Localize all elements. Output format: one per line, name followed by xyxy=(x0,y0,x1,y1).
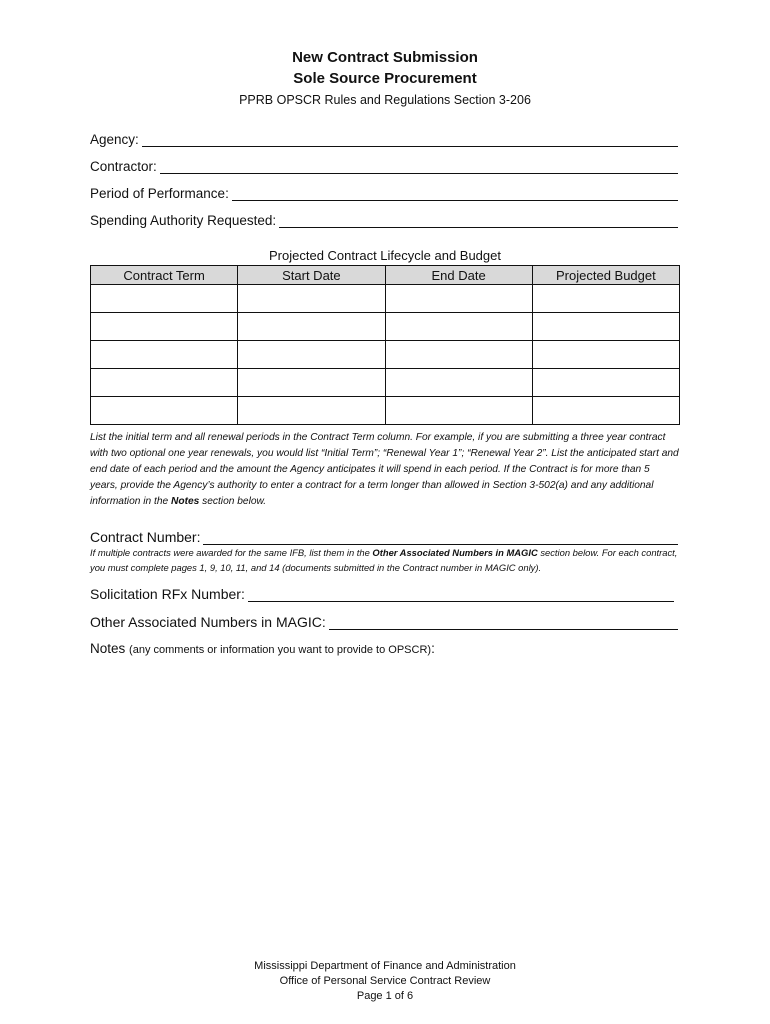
period-input-line[interactable] xyxy=(232,186,678,201)
table-cell[interactable] xyxy=(532,397,679,425)
notes-colon: : xyxy=(431,641,435,656)
col-start-date: Start Date xyxy=(238,266,385,285)
footer-office: Office of Personal Service Contract Review xyxy=(279,975,491,987)
table-cell[interactable] xyxy=(91,285,238,313)
col-end-date: End Date xyxy=(385,266,532,285)
table-row xyxy=(91,313,680,341)
contractor-input-line[interactable] xyxy=(160,159,678,174)
table-row xyxy=(91,285,680,313)
instruction-text-end: section below. For each contract, you must complete pages 1, 9, 10, 11, and 14 (documents submitted in the Contract number in MAGIC only). xyxy=(90,547,678,573)
table-cell[interactable] xyxy=(385,285,532,313)
solicitation-field xyxy=(90,584,674,602)
table-cell[interactable] xyxy=(91,397,238,425)
table-row xyxy=(91,341,680,369)
table-cell[interactable] xyxy=(385,369,532,397)
other-numbers-field xyxy=(90,612,678,630)
instruction-text: If multiple contracts were awarded for the same IFB, list them in the xyxy=(90,547,373,558)
agency-input-line[interactable] xyxy=(142,132,678,147)
page-number: Page 1 of 6 xyxy=(356,990,414,1002)
table-cell[interactable] xyxy=(91,313,238,341)
period-field xyxy=(90,183,678,201)
table-cell[interactable] xyxy=(238,369,385,397)
table-cell[interactable] xyxy=(532,285,679,313)
budget-table xyxy=(90,265,680,425)
contract-number-field xyxy=(90,527,678,545)
footer-department: Mississippi Department of Finance and Administration xyxy=(254,960,516,972)
agency-field xyxy=(90,129,678,147)
agency-label: Agency: xyxy=(90,132,139,147)
table-row xyxy=(91,397,680,425)
table-cell[interactable] xyxy=(238,341,385,369)
table-cell[interactable] xyxy=(385,397,532,425)
notes-label: Notes xyxy=(90,641,126,656)
spending-input-line[interactable] xyxy=(279,213,678,228)
col-projected-budget: Projected Budget xyxy=(532,266,679,285)
form-title: New Contract Submission xyxy=(292,49,478,66)
contract-number-input-line[interactable] xyxy=(203,530,678,545)
contractor-label: Contractor: xyxy=(90,159,157,174)
other-numbers-label: Other Associated Numbers in MAGIC: xyxy=(90,614,326,630)
instruction-text-end: section below. xyxy=(199,496,267,507)
table-row xyxy=(91,369,680,397)
table-cell[interactable] xyxy=(91,341,238,369)
table-header-row xyxy=(91,266,680,285)
contractor-field xyxy=(90,156,678,174)
table-cell[interactable] xyxy=(532,341,679,369)
col-contract-term: Contract Term xyxy=(91,266,238,285)
table-cell[interactable] xyxy=(385,313,532,341)
table-cell[interactable] xyxy=(91,369,238,397)
regulation-reference: PPRB OPSCR Rules and Regulations Section 3-206 xyxy=(239,93,531,107)
notes-heading xyxy=(90,641,435,656)
table-cell[interactable] xyxy=(238,285,385,313)
spending-field xyxy=(90,210,678,228)
contract-term-instructions xyxy=(90,430,680,510)
instruction-text: List the initial term and all renewal periods in the Contract Term column. For example, if you are submitting a three year contract with two optional one year renewals, you would list “Initial Term”; “Renewal Year 1”; “Renewal Year 2”. List the anticipated start and end date of each period and the amount the Agency anticipates it will spend in each period. If the Contract is for more than 5 years, provide the Agency’s authority to enter a contract for a term longer than allowed in Section 3-502(a) and any additional information in the xyxy=(90,432,679,507)
solicitation-label: Solicitation RFx Number: xyxy=(90,586,245,602)
table-cell[interactable] xyxy=(238,313,385,341)
period-label: Period of Performance: xyxy=(90,186,229,201)
multiple-contracts-instructions xyxy=(90,545,680,575)
notes-hint: (any comments or information you want to provide to OPSCR) xyxy=(129,644,432,656)
solicitation-input-line[interactable] xyxy=(248,587,674,602)
form-subtitle-bold: Sole Source Procurement xyxy=(293,70,477,87)
contract-number-label: Contract Number: xyxy=(90,529,201,545)
table-cell[interactable] xyxy=(532,369,679,397)
table-cell[interactable] xyxy=(532,313,679,341)
instruction-bold: Other Associated Numbers in MAGIC xyxy=(372,547,538,558)
instruction-bold: Notes xyxy=(170,496,200,507)
table-caption: Projected Contract Lifecycle and Budget xyxy=(269,248,501,263)
table-cell[interactable] xyxy=(238,397,385,425)
spending-label: Spending Authority Requested: xyxy=(90,213,277,228)
table-cell[interactable] xyxy=(385,341,532,369)
other-numbers-input-line[interactable] xyxy=(329,615,678,630)
